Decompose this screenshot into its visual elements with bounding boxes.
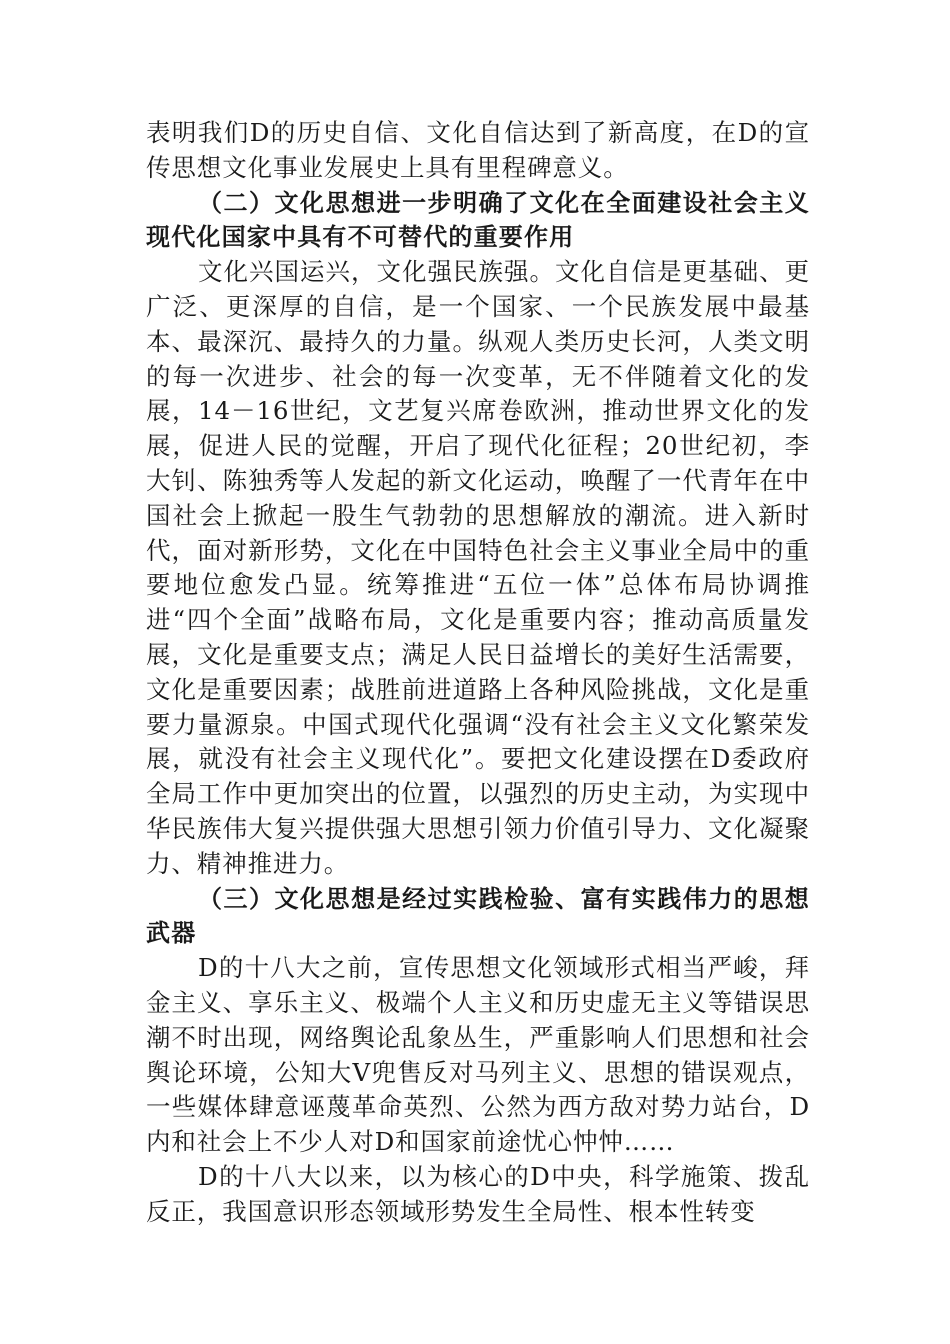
body-paragraph: 文化兴国运兴，文化强民族强。文化自信是更基础、更广泛、更深厚的自信，是一个国家、一个民族发展中最基本、最深沉、最持久的力量。纵观人类历史长河，人类文明的每一次进步、社会的每一次变革，无不伴随着文化的发展，14－16世纪，文艺复兴席卷欧洲，推动世界文化的发展，促进人民的觉醒，开启了现代化征程；20世纪初，李大钊、陈独秀等人发起的新文化运动，唤醒了一代青年在中国社会上掀起一股生气勃勃的思想解放的潮流。进入新时代，面对新形势，文化在中国特色社会主义事业全局中的重要地位愈发凸显。统筹推进“五位一体”总体布局协调推进“四个全面”战略布局，文化是重要内容；推动高质量发展，文化是重要支点；满足人民日益增长的美好生活需要，文化是重要因素；战胜前进道路上各种风险挑战，文化是重要力量源泉。中国式现代化强调“没有社会主义文化繁荣发展，就没有社会主义现代化”。要把文化建设摆在D委政府全局工作中更加突出的位置，以强烈的历史主动，为实现中华民族伟大复兴提供强大思想引领力价值引导力、文化凝聚力、精神推进力。 [146, 257, 810, 878]
body-paragraph: D的十八大之前，宣传思想文化领域形式相当严峻，拜金主义、享乐主义、极端个人主义和历史虚无主义等错误思潮不时出现，网络舆论乱象丛生，严重影响人们思想和社会舆论环境，公知大V兜售反对马列主义、思想的错误观点，一些媒体肆意诬蔑革命英烈、公然为西方敌对势力站台，D内和社会上不少人对D和国家前途忧心忡忡…… [146, 953, 810, 1157]
section-heading-2: （二）文化思想进一步明确了文化在全面建设社会主义现代化国家中具有不可替代的重要作用 [146, 188, 810, 252]
document-page [146, 116, 810, 1230]
body-paragraph: D的十八大以来，以为核心的D中央，科学施策、拨乱反正，我国意识形态领域形势发生全局性、根本性转变 [146, 1161, 810, 1226]
section-heading-3: （三）文化思想是经过实践检验、富有实践伟力的思想武器 [146, 884, 810, 948]
body-paragraph: 表明我们D的历史自信、文化自信达到了新高度，在D的宣传思想文化事业发展史上具有里程碑意义。 [146, 118, 810, 182]
